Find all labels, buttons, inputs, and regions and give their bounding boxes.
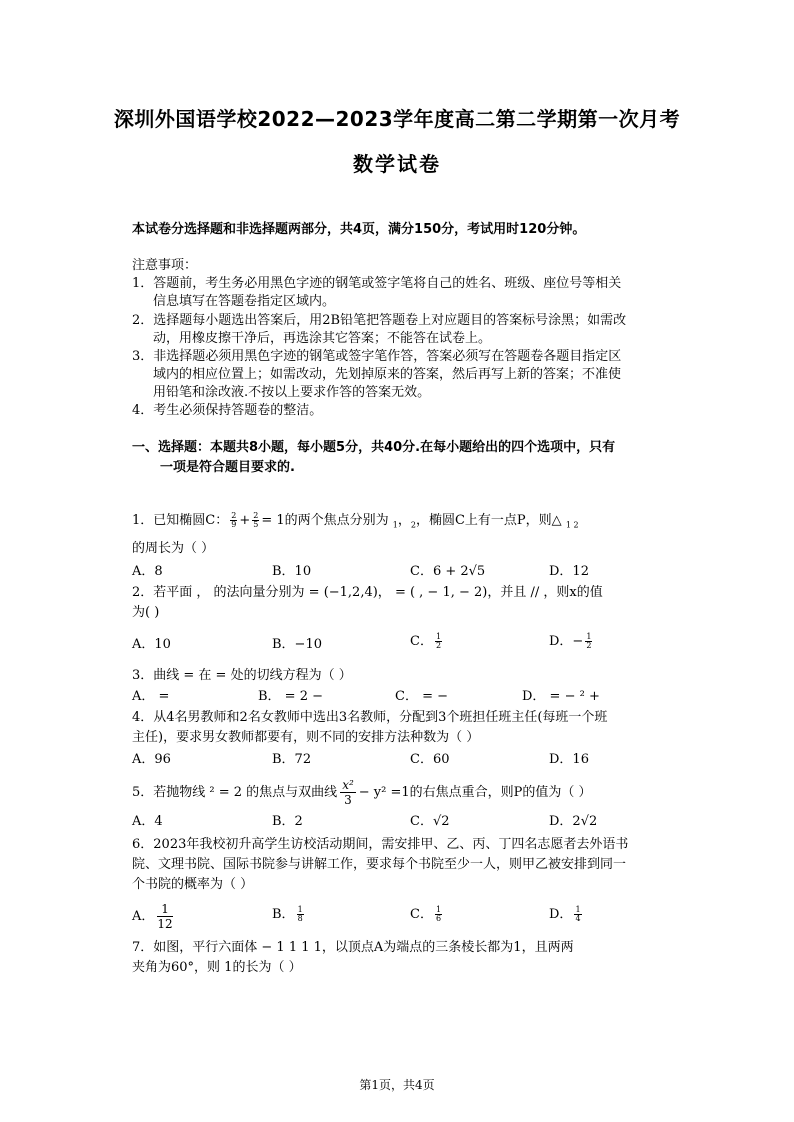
notice-heading: 注意事项： (132, 258, 198, 273)
option-a: A．96 (132, 752, 171, 767)
fraction: $\frac{1}{2}$ (435, 632, 442, 650)
option-d: D．16 (549, 752, 589, 767)
notice-line: 信息填写在答题卷指定区域内。 (153, 294, 336, 309)
fraction: $\frac{1}{8}$ (297, 905, 303, 923)
page-footer: 第1页，共4页 (359, 1078, 435, 1092)
fraction: $\frac{1}{12}$ (157, 902, 173, 931)
notice-line: 域内的相应位置上；如需改动，先划掉原来的答案，然后再写上新的答案；不准使 (153, 367, 622, 382)
option-c: C． = − (395, 689, 448, 704)
option-d: D． $\frac{1}{4}$ (549, 905, 581, 923)
option-c: C．6 + 2√5 (410, 564, 486, 579)
option-b: B． $\frac{1}{8}$ (272, 905, 303, 923)
option-b: B． = 2 − (258, 689, 324, 704)
option-d: D．− $\frac{1}{2}$ (549, 632, 592, 650)
option-d: D．2√2 (549, 814, 598, 829)
option-d: D． = − ² + (522, 689, 600, 704)
question-7-cont: 夹角为60°，则 1的长为（ ） (132, 960, 302, 975)
notice-line: 1．答题前，考生务必用黑色字迹的钢笔或签字笔将自己的姓名、班级、座位号等相关 (132, 276, 622, 291)
intro-text: 本试卷分选择题和非选择题两部分，共4页，满分150分，考试用时120分钟。 (132, 222, 586, 237)
question-5: 5．若抛物线 ² = 2 的焦点与双曲线 $\frac{\text{x²}}{3}$ − y² =1的右焦点重合，则P的值为（ ） (132, 778, 592, 807)
fraction: $\frac{1}{6}$ (435, 905, 442, 923)
option-a: A．10 (132, 637, 171, 652)
option-a: A．4 (132, 814, 163, 829)
fraction: $\frac{1}{4}$ (575, 905, 581, 923)
option-a: A．8 (132, 564, 163, 579)
question-7: 7．如图，平行六面体 − 1 1 1 1，以顶点A为端点的三条棱长都为1，且两两 (132, 940, 574, 955)
question-1-cont: 的周长为（ ） (132, 541, 215, 556)
option-a: A． $\frac{1}{12}$ (132, 902, 173, 931)
option-b: B．−10 (272, 637, 322, 652)
notice-line: 用铅笔和涂改液.不按以上要求作答的答案无效。 (153, 385, 431, 400)
fraction: $\frac{2}{5}$ (253, 511, 259, 529)
question-6: 6．2023年我校初升高学生访校活动期间，需安排甲、乙、丙、丁四名志愿者去外语书 (132, 837, 629, 852)
notice-line: 2．选择题每小题选出答案后，用2B铅笔把答题卷上对应题目的答案标号涂黑；如需改 (132, 313, 627, 328)
question-2: 2．若平面 ， 的法向量分别为 = (−1,2,4)， = ( , − 1, − 2)，并且 // ，则x的值 (132, 585, 603, 600)
question-3: 3．曲线 = 在 = 处的切线方程为（ ） (132, 668, 352, 683)
section-heading-cont: 一项是符合题目要求的. (160, 460, 295, 475)
notice-line: 4．考生必须保持答题卷的整洁。 (132, 403, 323, 418)
fraction: $\frac{1}{2}$ (586, 632, 592, 650)
exam-subtitle: 数学试卷 (353, 152, 441, 176)
option-b: B．72 (272, 752, 312, 767)
section-heading: 一、选择题：本题共8小题，每小题5分，共40分.在每小题给出的四个选项中，只有 (132, 440, 616, 455)
exam-title: 深圳外国语学校2022—2023学年度高二第二学期第一次月考 (113, 107, 681, 131)
fraction: $\frac{\text{x²}}{3}$ (342, 778, 354, 807)
question-4-cont: 主任)，要求男女教师都要有，则不同的安排方法种数为（ ） (132, 730, 480, 745)
option-c: C．60 (410, 752, 450, 767)
option-d: D．12 (549, 564, 589, 579)
question-2-cont: 为( ) (132, 605, 160, 620)
question-6-cont: 个书院的概率为（ ） (132, 877, 254, 892)
option-c: C．√2 (410, 814, 450, 829)
question-4: 4．从4名男教师和2名女教师中选出3名教师，分配到3个班担任班主任(每班一个班 (132, 710, 608, 725)
option-a: A． = (132, 689, 170, 704)
notice-line: 动，用橡皮擦干净后，再选涂其它答案；不能答在试卷上。 (153, 331, 492, 346)
fraction: $\frac{2}{9}$ (231, 511, 237, 529)
option-c: C． $\frac{1}{2}$ (410, 632, 442, 650)
question-1: 1．已知椭圆C： $\frac{2}{9}$ + $\frac{2}{5}$ = 1的两个焦点分别为 $_1$，$_2$，椭圆C上有一点P，则△ $_{1 2}$ (132, 511, 579, 530)
option-b: B．2 (272, 814, 303, 829)
option-b: B．10 (272, 564, 312, 579)
notice-line: 3．非选择题必须用黑色字迹的钢笔或签字笔作答，答案必须写在答题卷各题目指定区 (132, 349, 622, 364)
question-6-cont: 院、文理书院、国际书院参与讲解工作，要求每个书院至少一人，则甲乙被安排到同一 (132, 857, 627, 872)
option-c: C． $\frac{1}{6}$ (410, 905, 442, 923)
